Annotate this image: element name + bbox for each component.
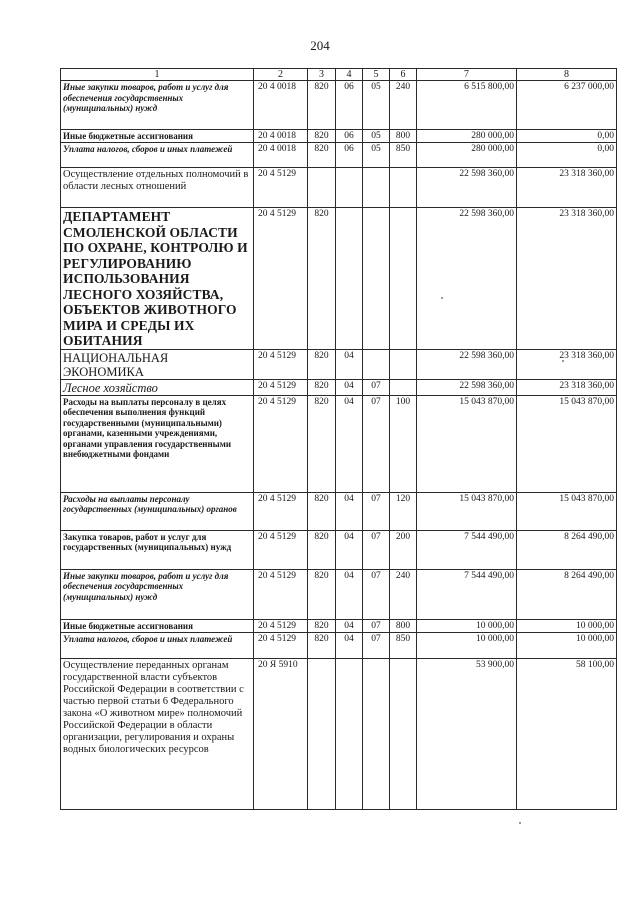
section-code: 06 xyxy=(336,143,363,168)
target-article-code: 20 Я 5910 xyxy=(254,658,308,809)
department-code: 820 xyxy=(308,395,336,492)
subsection-code: 05 xyxy=(363,143,390,168)
amount-year-1: 280 000,00 xyxy=(417,130,517,143)
target-article-code: 20 4 0018 xyxy=(254,143,308,168)
expense-type-code xyxy=(390,349,417,379)
section-code: 04 xyxy=(336,492,363,530)
table-row xyxy=(61,569,617,619)
target-article-code: 20 4 5129 xyxy=(254,395,308,492)
row-name: Осуществление отдельных полномочий в области лесных отношений xyxy=(61,168,254,208)
target-article-code: 20 4 5129 xyxy=(254,569,308,619)
section-code: 04 xyxy=(336,632,363,658)
expense-type-code: 100 xyxy=(390,395,417,492)
target-article-code: 20 4 5129 xyxy=(254,208,308,350)
subsection-code xyxy=(363,658,390,809)
table-row xyxy=(61,379,617,395)
expense-type-code xyxy=(390,208,417,350)
subsection-code: 05 xyxy=(363,130,390,143)
amount-year-2: 10 000,00 xyxy=(517,632,617,658)
amount-year-1: 22 598 360,00 xyxy=(417,168,517,208)
row-name: Закупка товаров, работ и услуг для государственных (муниципальных) нужд xyxy=(61,530,254,569)
table-row xyxy=(61,349,617,379)
amount-year-2: 8 264 490,00 xyxy=(517,530,617,569)
row-name: Иные бюджетные ассигнования xyxy=(61,130,254,143)
section-code xyxy=(336,208,363,350)
target-article-code: 20 4 5129 xyxy=(254,349,308,379)
target-article-code: 20 4 0018 xyxy=(254,130,308,143)
scan-speck xyxy=(562,360,564,362)
department-code: 820 xyxy=(308,379,336,395)
section-code: 04 xyxy=(336,395,363,492)
amount-year-1: 15 043 870,00 xyxy=(417,492,517,530)
section-code: 04 xyxy=(336,530,363,569)
row-name: Иные бюджетные ассигнования xyxy=(61,619,254,632)
target-article-code: 20 4 5129 xyxy=(254,632,308,658)
table-row xyxy=(61,619,617,632)
expense-type-code: 120 xyxy=(390,492,417,530)
section-code xyxy=(336,658,363,809)
budget-table xyxy=(60,68,617,810)
section-code: 06 xyxy=(336,81,363,130)
target-article-code: 20 4 5129 xyxy=(254,492,308,530)
expense-type-code: 240 xyxy=(390,81,417,130)
column-number: 3 xyxy=(308,69,336,81)
amount-year-2: 8 264 490,00 xyxy=(517,569,617,619)
amount-year-1: 10 000,00 xyxy=(417,619,517,632)
department-code: 820 xyxy=(308,632,336,658)
column-number: 8 xyxy=(517,69,617,81)
department-code: 820 xyxy=(308,81,336,130)
table-row xyxy=(61,208,617,350)
target-article-code: 20 4 5129 xyxy=(254,619,308,632)
section-code: 06 xyxy=(336,130,363,143)
expense-type-code: 200 xyxy=(390,530,417,569)
amount-year-1: 22 598 360,00 xyxy=(417,208,517,350)
scan-speck xyxy=(519,822,521,824)
amount-year-2: 10 000,00 xyxy=(517,619,617,632)
expense-type-code xyxy=(390,168,417,208)
department-code: 820 xyxy=(308,619,336,632)
amount-year-1: 280 000,00 xyxy=(417,143,517,168)
subsection-code xyxy=(363,168,390,208)
row-name: ДЕПАРТАМЕНТ СМОЛЕНСКОЙ ОБЛАСТИ ПО ОХРАНЕ, КОНТРОЛЮ И РЕГУЛИРОВАНИЮ ИСПОЛЬЗОВАНИЯ ЛЕСНОГО ХОЗЯЙСТВА, ОБЪЕКТОВ ЖИВОТНОГО МИРА И СРЕДЫ ИХ ОБИТАНИЯ xyxy=(61,208,254,350)
column-number: 2 xyxy=(254,69,308,81)
expense-type-code xyxy=(390,379,417,395)
expense-type-code: 240 xyxy=(390,569,417,619)
department-code xyxy=(308,658,336,809)
row-name: Расходы на выплаты персоналу в целях обеспечения выполнения функций государственными (муниципальными) органами, казенными учреждениями, органами управления государственными внебюджетными фондами xyxy=(61,395,254,492)
amount-year-1: 7 544 490,00 xyxy=(417,530,517,569)
department-code: 820 xyxy=(308,349,336,379)
column-number: 5 xyxy=(363,69,390,81)
row-name: Лесное хозяйство xyxy=(61,379,254,395)
expense-type-code: 850 xyxy=(390,632,417,658)
scan-speck xyxy=(441,297,443,299)
row-name: Расходы на выплаты персоналу государственных (муниципальных) органов xyxy=(61,492,254,530)
amount-year-2: 23 318 360,00 xyxy=(517,379,617,395)
amount-year-1: 22 598 360,00 xyxy=(417,379,517,395)
amount-year-2: 23 318 360,00 xyxy=(517,168,617,208)
amount-year-2: 0,00 xyxy=(517,143,617,168)
expense-type-code: 800 xyxy=(390,130,417,143)
column-number: 7 xyxy=(417,69,517,81)
section-code: 04 xyxy=(336,349,363,379)
department-code: 820 xyxy=(308,530,336,569)
row-name: Иные закупки товаров, работ и услуг для обеспечения государственных (муниципальных) нужд xyxy=(61,569,254,619)
table-row xyxy=(61,168,617,208)
department-code xyxy=(308,168,336,208)
amount-year-2: 58 100,00 xyxy=(517,658,617,809)
page-number: 204 xyxy=(310,38,330,53)
table-row xyxy=(61,530,617,569)
amount-year-1: 22 598 360,00 xyxy=(417,349,517,379)
subsection-code xyxy=(363,208,390,350)
department-code: 820 xyxy=(308,130,336,143)
subsection-code: 07 xyxy=(363,395,390,492)
subsection-code: 07 xyxy=(363,569,390,619)
department-code: 820 xyxy=(308,569,336,619)
table-row xyxy=(61,81,617,130)
expense-type-code: 800 xyxy=(390,619,417,632)
amount-year-1: 15 043 870,00 xyxy=(417,395,517,492)
target-article-code: 20 4 5129 xyxy=(254,168,308,208)
column-number: 1 xyxy=(61,69,254,81)
amount-year-1: 53 900,00 xyxy=(417,658,517,809)
table-row xyxy=(61,658,617,809)
subsection-code: 05 xyxy=(363,81,390,130)
amount-year-2: 23 318 360,00 xyxy=(517,208,617,350)
amount-year-2: 15 043 870,00 xyxy=(517,492,617,530)
section-code xyxy=(336,168,363,208)
subsection-code: 07 xyxy=(363,379,390,395)
amount-year-2: 0,00 xyxy=(517,130,617,143)
section-code: 04 xyxy=(336,379,363,395)
budget-table-body xyxy=(61,69,617,810)
amount-year-2: 6 237 000,00 xyxy=(517,81,617,130)
amount-year-2: 23 318 360,00 xyxy=(517,349,617,379)
target-article-code: 20 4 0018 xyxy=(254,81,308,130)
department-code: 820 xyxy=(308,143,336,168)
expense-type-code: 850 xyxy=(390,143,417,168)
department-code: 820 xyxy=(308,492,336,530)
amount-year-2: 15 043 870,00 xyxy=(517,395,617,492)
amount-year-1: 6 515 800,00 xyxy=(417,81,517,130)
table-row xyxy=(61,492,617,530)
amount-year-1: 7 544 490,00 xyxy=(417,569,517,619)
subsection-code: 07 xyxy=(363,530,390,569)
department-code: 820 xyxy=(308,208,336,350)
column-number: 6 xyxy=(390,69,417,81)
row-name: НАЦИОНАЛЬНАЯ ЭКОНОМИКА xyxy=(61,349,254,379)
row-name: Уплата налогов, сборов и иных платежей xyxy=(61,143,254,168)
table-row xyxy=(61,632,617,658)
target-article-code: 20 4 5129 xyxy=(254,379,308,395)
table-row xyxy=(61,143,617,168)
amount-year-1: 10 000,00 xyxy=(417,632,517,658)
subsection-code xyxy=(363,349,390,379)
expense-type-code xyxy=(390,658,417,809)
subsection-code: 07 xyxy=(363,632,390,658)
subsection-code: 07 xyxy=(363,492,390,530)
row-name: Осуществление переданных органам государственной власти субъектов Российской Федерации в соответствии с частью первой статьи 6 Федерального закона «О животном мире» полномочий Российской Федерации в области организации, регулирования и охраны водных биологических ресурсов xyxy=(61,658,254,809)
column-number-row xyxy=(61,69,617,81)
row-name: Иные закупки товаров, работ и услуг для обеспечения государственных (муниципальных) нужд xyxy=(61,81,254,130)
subsection-code: 07 xyxy=(363,619,390,632)
section-code: 04 xyxy=(336,569,363,619)
table-row xyxy=(61,395,617,492)
table-row xyxy=(61,130,617,143)
row-name: Уплата налогов, сборов и иных платежей xyxy=(61,632,254,658)
column-number: 4 xyxy=(336,69,363,81)
target-article-code: 20 4 5129 xyxy=(254,530,308,569)
section-code: 04 xyxy=(336,619,363,632)
